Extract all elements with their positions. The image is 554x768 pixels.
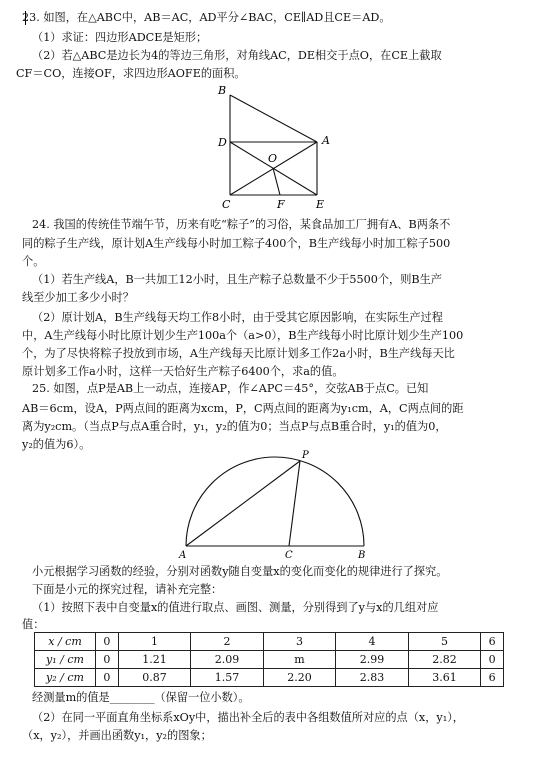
- q24-part1-cont: 线至少加工多少小时？: [22, 291, 134, 304]
- label-E: E: [316, 198, 325, 211]
- cell: 6: [481, 633, 504, 651]
- cell: 2.09: [191, 651, 264, 669]
- q24-stem: 24. 我国的传统佳节端午节，历来有吃“粽子”的习俗，某食品加工厂拥有A、B两条不: [32, 218, 451, 231]
- q25-part2-cont: （x，y₂），并画出函数y₁，y₂的图象；: [22, 729, 212, 742]
- cell: m: [263, 651, 336, 669]
- cell: 3.61: [408, 669, 481, 687]
- q24-stem-2: 同的粽子生产线，原计划A生产线每小时加工粽子400个，B生产线每小时加工粽子500: [22, 237, 451, 250]
- label-B2: B: [358, 550, 366, 560]
- label-C2: C: [285, 550, 293, 560]
- cell: 2.20: [263, 669, 336, 687]
- label-F: F: [277, 198, 285, 211]
- label-D: D: [218, 136, 227, 149]
- q25-part1-cont: 值：: [22, 618, 45, 631]
- table-row: [35, 633, 504, 651]
- cell: 0: [481, 651, 504, 669]
- values-table: [34, 632, 504, 687]
- cell: 6: [481, 669, 504, 687]
- q25-measure: 经测量m的值是________（保留一位小数）。: [32, 691, 250, 704]
- q24-part2-2: 中，A生产线每小时比原计划少生产100a个（a>0），B生产线每小时比原计划少生产100: [22, 329, 464, 342]
- q24-part2: （2）原计划A，B生产线每天均工作8小时，由于受其它原因影响，在实际生产过程: [32, 311, 443, 324]
- cell: 3: [263, 633, 336, 651]
- q23-part2-cont: CF＝CO，连接OF，求四边形AOFE的面积。: [16, 67, 246, 80]
- q24-part2-4: 原计划多工作a小时，这样一天恰好生产粽子6400个，求a的值。: [22, 365, 344, 378]
- cell: 2.82: [408, 651, 481, 669]
- q23-figure: [0, 80, 554, 290]
- cell: 5: [408, 633, 481, 651]
- label-A: A: [322, 134, 330, 147]
- q24-part1: （1）若生产线A，B一共加工12小时，且生产粽子总数量不少于5500个，则B生产: [32, 273, 442, 286]
- q25-stem-3: 离为y₂cm。（当点P与点A重合时，y₁，y₂的值为0；当点P与点B重合时，y₁的值为0，: [22, 420, 447, 433]
- cell: 0: [96, 669, 119, 687]
- cell: 1: [118, 633, 191, 651]
- q25-part2: （2）在同一平面直角坐标系xOy中，描出补全后的表中各组数值所对应的点（x，y₁），: [32, 711, 464, 724]
- q23-part1: （1）求证：四边形ADCE是矩形；: [32, 31, 208, 44]
- q24-part2-3: 个，为了尽快将粽子投放到市场，A生产线每天比原计划多工作2a小时，B生产线每天比: [22, 347, 455, 360]
- row-label: x / cm: [35, 633, 96, 651]
- cell: 0.87: [118, 669, 191, 687]
- row-label: y₁ / cm: [35, 651, 96, 669]
- cell: 0: [96, 633, 119, 651]
- label-B: B: [218, 84, 227, 97]
- q25-figure: [0, 440, 554, 560]
- cell: 2.99: [336, 651, 409, 669]
- q24-stem-3: 个。: [22, 255, 45, 268]
- label-P: P: [302, 450, 309, 461]
- label-O: O: [268, 152, 278, 165]
- table-row: [35, 651, 504, 669]
- q25-stem-2: AB＝6cm，设A，P两点间的距离为xcm，P，C两点间的距离为y₁cm，A，C两点间的距: [22, 402, 464, 415]
- q25-para2: 下面是小元的探究过程，请补充完整：: [32, 583, 223, 596]
- q25-part1: （1）按照下表中自变量x的值进行取点、画图、测量，分别得到了y与x的几组对应: [32, 601, 439, 614]
- q23-part2: （2）若△ABC是边长为4的等边三角形，对角线AC，DE相交于点O，在CE上截取: [32, 49, 442, 62]
- cell: 2: [191, 633, 264, 651]
- cell: 4: [336, 633, 409, 651]
- row-label: y₂ / cm: [35, 669, 96, 687]
- q25-para1: 小元根据学习函数的经验，分别对函数y随自变量x的变化而变化的规律进行了探究。: [32, 565, 448, 578]
- cell: 2.83: [336, 669, 409, 687]
- q25-stem: 25. 如图，点P是AB上一动点，连接AP，作∠APC＝45°，交弦AB于点C。已知: [32, 382, 429, 395]
- label-A2: A: [179, 550, 187, 560]
- q23-stem: 23. 如图，在△ABC中，AB＝AC，AD平分∠BAC，CE∥AD且CE＝AD。: [22, 11, 391, 24]
- table-row: [35, 669, 504, 687]
- cell: 1.57: [191, 669, 264, 687]
- label-C: C: [222, 198, 231, 211]
- cell: 0: [96, 651, 119, 669]
- cell: 1.21: [118, 651, 191, 669]
- q25-stem-4: y₂的值为6）。: [22, 438, 91, 451]
